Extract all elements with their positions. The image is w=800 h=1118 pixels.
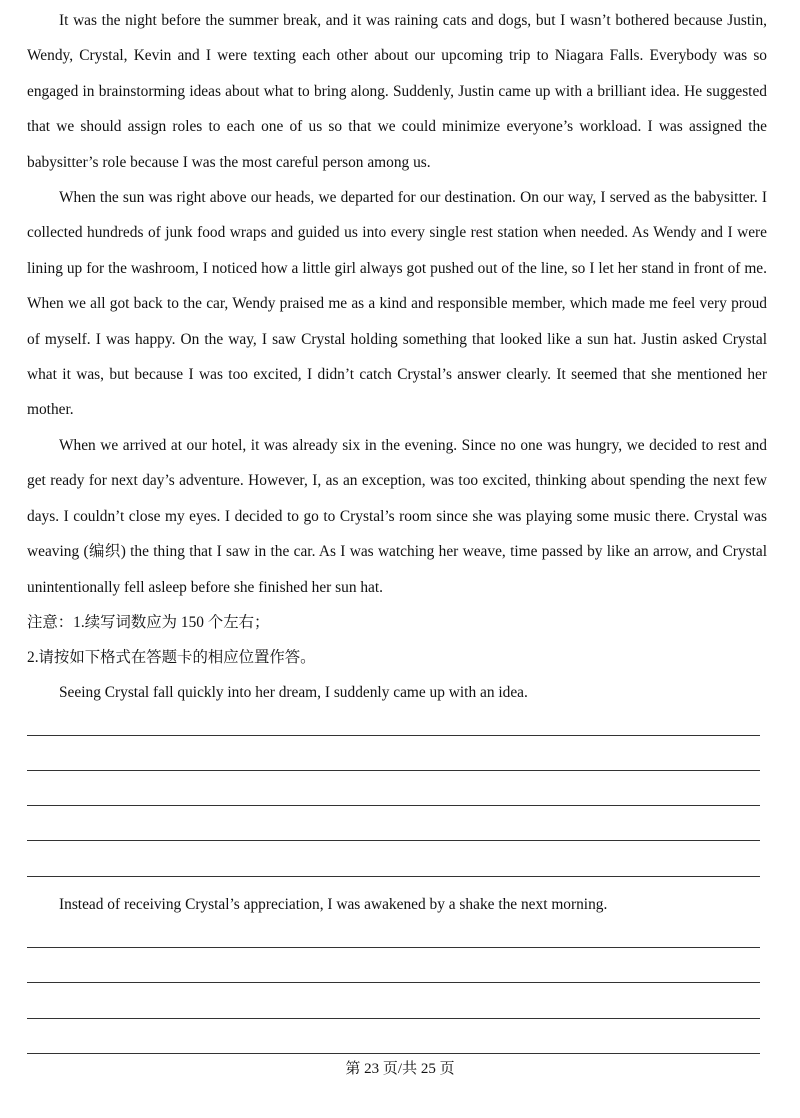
note-line-2: 2.请按如下格式在答题卡的相应位置作答。	[27, 649, 316, 667]
answer-line[interactable]	[27, 1018, 760, 1019]
page-number: 第 23 页/共 25 页	[345, 1061, 455, 1077]
paragraph-starter-1: Seeing Crystal fall quickly into her dream, I suddenly came up with an idea.	[59, 684, 528, 701]
story-text	[27, 3, 767, 676]
answer-line[interactable]	[27, 840, 760, 841]
answer-line[interactable]	[27, 735, 760, 736]
story-paragraph-1: It was the night before the summer break, and it was raining cats and dogs, but I wasn’t bothered because Justin, Wendy, Crystal, Kevin and I were texting each other about our upcoming trip to Niagara Falls. Everybody was so engaged in brainstorming ideas about what to bring along. Suddenly, Justin came up with a brilliant idea. He suggested that we should assign roles to each one of us so that we could minimize everyone’s workload. I was assigned the babysitter’s role because I was the most careful person among us.	[27, 12, 767, 171]
paragraph-starter-2: Instead of receiving Crystal’s appreciation, I was awakened by a shake the next morning.	[59, 896, 608, 913]
answer-line[interactable]	[27, 947, 760, 948]
answer-line[interactable]	[27, 982, 760, 983]
story-paragraph-2: When the sun was right above our heads, we departed for our destination. On our way, I served as the babysitter. I collected hundreds of junk food wraps and guided us into every single rest station when needed. As Wendy and I were lining up for the washroom, I noticed how a little girl always got pushed out of the line, so I let her stand in front of me. When we all got back to the car, Wendy praised me as a kind and responsible member, which made me feel very proud of myself. I was happy. On the way, I saw Crystal holding something that looked like a sun hat. Justin asked Crystal what it was, but because I was too excited, I didn’t catch Crystal’s answer clearly. It seemed that she mentioned her mother.	[27, 189, 767, 419]
story-paragraph-3: When we arrived at our hotel, it was already six in the evening. Since no one was hungry, we decided to rest and get ready for next day’s adventure. However, I, as an exception, was too excited, thinking about spending the next few days. I couldn’t close my eyes. I decided to go to Crystal’s room since she was playing some music there. Crystal was weaving (编织) the thing that I saw in the car. As I was watching her weave, time passed by like an arrow, and Crystal unintentionally fell asleep before she finished her sun hat.	[27, 436, 767, 596]
answer-line[interactable]	[27, 1053, 760, 1054]
answer-line[interactable]	[27, 876, 760, 877]
answer-line[interactable]	[27, 805, 760, 806]
answer-line[interactable]	[27, 770, 760, 771]
note-line-1: 注意：1.续写词数应为 150 个左右；	[27, 613, 270, 631]
